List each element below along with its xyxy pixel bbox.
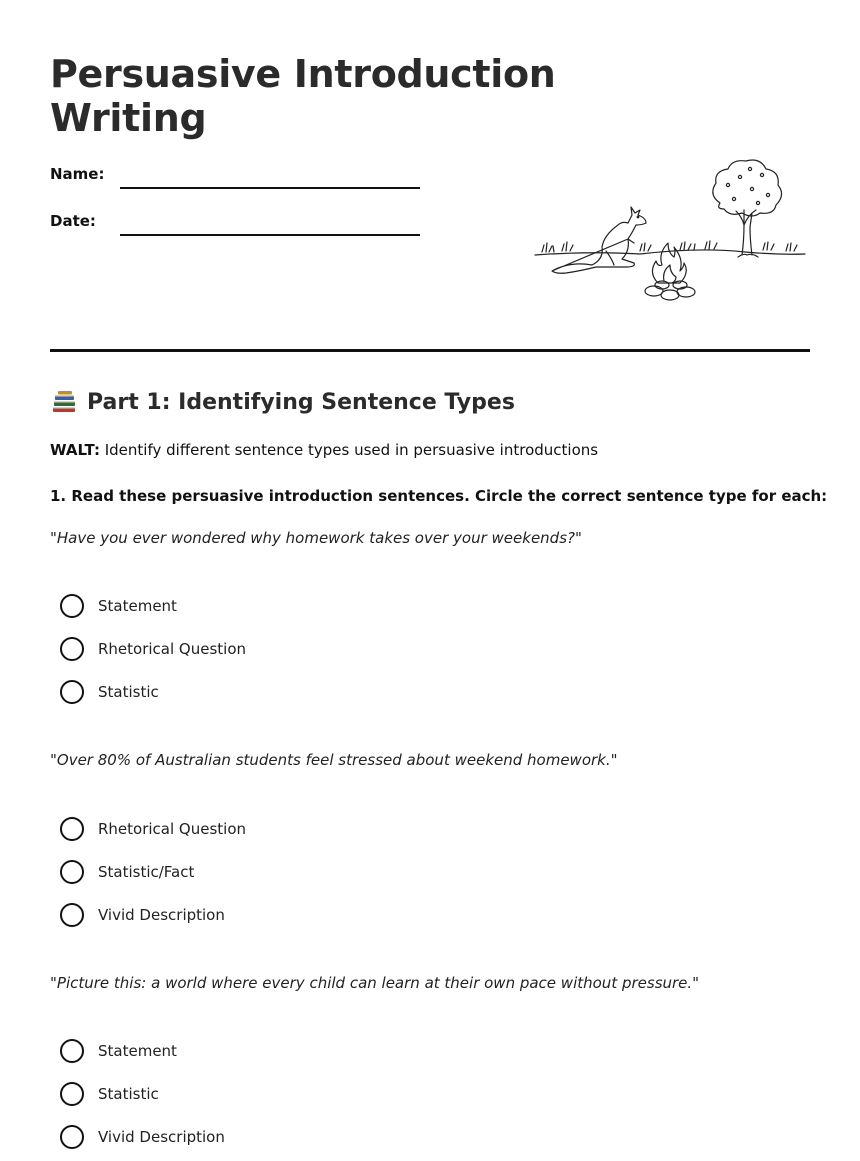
question-quote-3: "Picture this: a world where every child can learn at their own pace without pressure." bbox=[50, 974, 700, 992]
radio-circle[interactable] bbox=[60, 637, 84, 661]
radio-option-label: Statement bbox=[98, 597, 177, 615]
page-title-line-2: Writing bbox=[50, 96, 207, 140]
page-title bbox=[50, 52, 556, 140]
radio-option-q1-statement[interactable] bbox=[60, 594, 177, 618]
date-label: Date: bbox=[50, 212, 96, 230]
radio-option-q2-rhetorical-question[interactable] bbox=[60, 817, 246, 841]
section-divider bbox=[50, 349, 810, 352]
radio-option-label: Statistic bbox=[98, 683, 159, 701]
radio-option-label: Statistic bbox=[98, 1085, 159, 1103]
radio-option-q2-vivid-description[interactable] bbox=[60, 903, 225, 927]
name-field[interactable] bbox=[120, 160, 424, 188]
radio-circle[interactable] bbox=[60, 860, 84, 884]
radio-option-q1-statistic[interactable] bbox=[60, 680, 159, 704]
section-heading-text: Part 1: Identifying Sentence Types bbox=[87, 389, 515, 415]
section-heading-part-1 bbox=[50, 388, 515, 416]
radio-option-q3-vivid-description[interactable] bbox=[60, 1125, 225, 1149]
radio-option-label: Statistic/Fact bbox=[98, 863, 195, 881]
radio-option-label: Rhetorical Question bbox=[98, 640, 247, 658]
radio-option-label: Statement bbox=[98, 1042, 177, 1060]
radio-circle[interactable] bbox=[60, 1125, 84, 1149]
radio-option-q3-statistic[interactable] bbox=[60, 1082, 159, 1106]
outback-scene-kangaroo-tree-campfire-icon bbox=[530, 155, 815, 305]
question-quote-1: "Have you ever wondered why homework takes over your weekends?" bbox=[50, 529, 582, 547]
date-field[interactable] bbox=[120, 207, 424, 235]
radio-option-q3-statement[interactable] bbox=[60, 1039, 177, 1063]
radio-circle[interactable] bbox=[60, 1039, 84, 1063]
radio-option-q2-statistic-fact[interactable] bbox=[60, 860, 194, 884]
books-icon bbox=[50, 388, 78, 416]
radio-option-label: Vivid Description bbox=[98, 1128, 225, 1146]
page-title-line-1: Persuasive Introduction bbox=[50, 52, 556, 96]
radio-circle[interactable] bbox=[60, 1082, 84, 1106]
name-label: Name: bbox=[50, 165, 105, 183]
question-instruction: 1. Read these persuasive introduction sentences. Circle the correct sentence type for each: bbox=[50, 487, 828, 505]
name-underline bbox=[120, 187, 420, 189]
radio-circle[interactable] bbox=[60, 903, 84, 927]
walt-statement bbox=[50, 441, 598, 459]
radio-option-label: Vivid Description bbox=[98, 906, 225, 924]
question-quote-2: "Over 80% of Australian students feel stressed about weekend homework." bbox=[50, 751, 618, 769]
date-underline bbox=[120, 234, 420, 236]
radio-circle[interactable] bbox=[60, 594, 84, 618]
walt-label: WALT: bbox=[50, 441, 100, 459]
radio-circle[interactable] bbox=[60, 680, 84, 704]
radio-option-q1-rhetorical-question[interactable] bbox=[60, 637, 246, 661]
radio-option-label: Rhetorical Question bbox=[98, 820, 247, 838]
walt-text: Identify different sentence types used in persuasive introductions bbox=[99, 441, 599, 459]
radio-circle[interactable] bbox=[60, 817, 84, 841]
